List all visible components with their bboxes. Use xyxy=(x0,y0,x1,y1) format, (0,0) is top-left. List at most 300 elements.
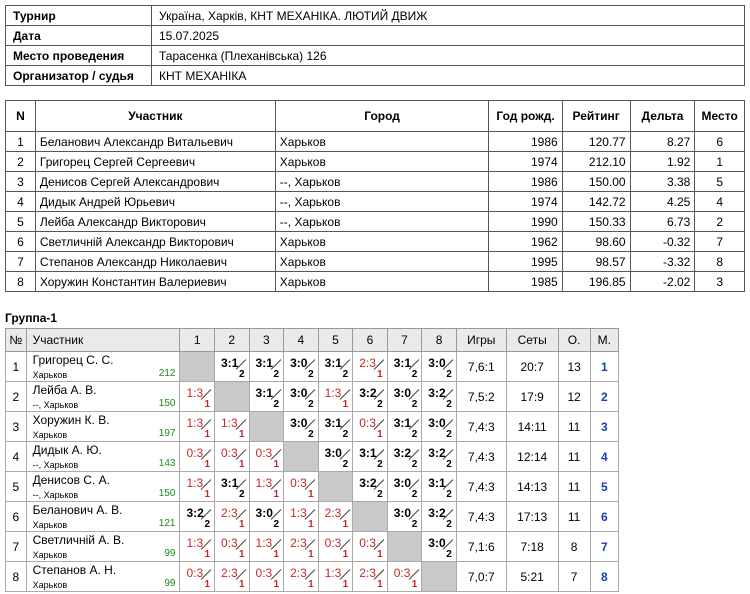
match-points: 2 xyxy=(238,369,245,380)
group-points: 11 xyxy=(558,442,590,472)
cross-diagonal xyxy=(215,382,250,412)
cross-header-col: 2 xyxy=(215,329,250,352)
match-result xyxy=(180,442,215,472)
match-score: 3:0 xyxy=(428,536,446,550)
match-score: 0:3 xyxy=(255,566,273,580)
participant-delta: 3.38 xyxy=(630,172,695,192)
match-score: 3:0 xyxy=(393,476,412,490)
match-score: 1:3 xyxy=(324,386,342,400)
match-result xyxy=(353,412,388,442)
match-points: 1 xyxy=(308,549,314,560)
participant-city: Харьков xyxy=(275,252,489,272)
participant-name: Беланович Александр Витальевич xyxy=(35,132,275,152)
match-result xyxy=(387,352,422,382)
group-row xyxy=(6,382,619,412)
match-result xyxy=(180,502,215,532)
match-points: 1 xyxy=(377,579,383,590)
group-player-city: --, Харьков xyxy=(32,490,79,500)
group-games: 7,4:3 xyxy=(456,472,506,502)
match-result xyxy=(353,472,388,502)
match-score: 3:2 xyxy=(359,476,377,490)
match-score: 0:3 xyxy=(359,416,376,430)
group-sets: 14:11 xyxy=(506,412,558,442)
tournament-info-table xyxy=(5,5,745,86)
group-games: 7,4:3 xyxy=(456,412,506,442)
match-result xyxy=(318,502,353,532)
participants-header: Участник xyxy=(35,101,275,132)
participant-delta: 8.27 xyxy=(630,132,695,152)
participant-delta: -0.32 xyxy=(630,232,695,252)
info-row xyxy=(6,26,745,46)
group-player-name: Денисов С. А. xyxy=(32,473,110,487)
participant-delta: -3.32 xyxy=(630,252,695,272)
match-points: 2 xyxy=(411,519,418,530)
match-score: 3:1 xyxy=(393,416,412,430)
match-result xyxy=(318,382,353,412)
match-score: 3:2 xyxy=(393,446,412,460)
match-score: 0:3 xyxy=(290,476,307,490)
match-result xyxy=(284,562,319,592)
cross-header-col: 6 xyxy=(353,329,388,352)
match-score: 2:3 xyxy=(324,506,342,520)
match-score: 0:3 xyxy=(393,566,411,580)
match-result xyxy=(180,412,215,442)
group-place: 7 xyxy=(590,532,618,562)
match-result xyxy=(284,352,319,382)
match-score: 3:1 xyxy=(221,356,239,370)
group-place: 2 xyxy=(590,382,618,412)
match-score: 3:2 xyxy=(428,506,446,520)
match-score: 2:3 xyxy=(359,566,376,580)
match-result xyxy=(422,352,457,382)
group-player-rating: 150 xyxy=(158,398,176,409)
group-place: 1 xyxy=(590,352,618,382)
match-result xyxy=(284,472,319,502)
match-score: 3:1 xyxy=(324,416,342,430)
match-points: 1 xyxy=(342,549,349,560)
match-points: 2 xyxy=(308,399,314,410)
cross-header-n: № xyxy=(6,329,27,352)
match-result xyxy=(318,352,353,382)
match-points: 2 xyxy=(204,519,210,530)
info-key: Дата xyxy=(6,26,152,46)
match-points: 1 xyxy=(204,459,210,470)
group-place: 4 xyxy=(590,442,618,472)
cross-diagonal xyxy=(318,472,353,502)
participant-rating: 142.72 xyxy=(562,192,630,212)
cross-diagonal xyxy=(353,502,388,532)
group-player xyxy=(26,502,180,532)
match-score: 3:1 xyxy=(393,356,412,370)
match-result xyxy=(215,502,250,532)
participant-n: 2 xyxy=(6,152,36,172)
participant-row xyxy=(6,252,745,272)
participants-header: Рейтинг xyxy=(562,101,630,132)
match-result xyxy=(249,472,284,502)
match-score: 1:3 xyxy=(290,506,307,520)
group-player xyxy=(26,532,180,562)
group-player-rating: 197 xyxy=(158,428,176,439)
match-result xyxy=(353,562,388,592)
match-score: 1:3 xyxy=(186,536,204,550)
match-score: 1:3 xyxy=(255,476,273,490)
match-result xyxy=(318,442,353,472)
match-score: 3:0 xyxy=(290,386,308,400)
match-result xyxy=(284,382,319,412)
cross-header-col: 7 xyxy=(387,329,422,352)
match-score: 1:3 xyxy=(324,566,342,580)
cross-header-col: 5 xyxy=(318,329,353,352)
match-points: 2 xyxy=(308,369,314,380)
participants-header: Год рожд. xyxy=(489,101,562,132)
group-player-name: Степанов А. Н. xyxy=(32,563,117,577)
group-games: 7,1:6 xyxy=(456,532,506,562)
participant-row xyxy=(6,132,745,152)
match-points: 1 xyxy=(377,429,383,440)
participant-rating: 196.85 xyxy=(562,272,630,292)
match-result xyxy=(353,382,388,412)
group-place: 6 xyxy=(590,502,618,532)
group-sets: 5:21 xyxy=(506,562,558,592)
participant-rating: 98.57 xyxy=(562,252,630,272)
participant-place: 4 xyxy=(695,192,745,212)
match-points: 2 xyxy=(273,519,280,530)
match-points: 1 xyxy=(308,519,314,530)
match-result xyxy=(249,352,284,382)
match-result xyxy=(318,532,353,562)
match-points: 2 xyxy=(446,369,452,380)
participant-place: 6 xyxy=(695,132,745,152)
match-points: 2 xyxy=(377,489,383,500)
match-score: 0:3 xyxy=(186,566,204,580)
cross-header-place: М. xyxy=(590,329,618,352)
match-points: 2 xyxy=(446,489,452,500)
participant-year: 1962 xyxy=(489,232,562,252)
group-player-rating: 143 xyxy=(158,458,176,469)
match-points: 1 xyxy=(204,549,210,560)
info-row xyxy=(6,46,745,66)
match-result xyxy=(353,532,388,562)
match-points: 1 xyxy=(238,429,245,440)
participant-row xyxy=(6,172,745,192)
info-row xyxy=(6,6,745,26)
match-result xyxy=(249,442,284,472)
match-points: 1 xyxy=(342,399,349,410)
participant-city: Харьков xyxy=(275,272,489,292)
match-points: 2 xyxy=(446,399,452,410)
group-points: 13 xyxy=(558,352,590,382)
group-points: 8 xyxy=(558,532,590,562)
group-sets: 17:13 xyxy=(506,502,558,532)
match-points: 1 xyxy=(308,489,314,500)
match-points: 1 xyxy=(273,459,280,470)
participant-year: 1985 xyxy=(489,272,562,292)
match-points: 1 xyxy=(273,579,280,590)
group-points: 11 xyxy=(558,412,590,442)
participant-place: 5 xyxy=(695,172,745,192)
match-points: 2 xyxy=(377,399,383,410)
group-player-rating: 99 xyxy=(164,548,176,559)
group-row-number: 8 xyxy=(6,562,27,592)
match-result xyxy=(215,352,250,382)
match-result xyxy=(422,382,457,412)
group-sets: 7:18 xyxy=(506,532,558,562)
info-key: Турнир xyxy=(6,6,152,26)
match-score: 3:2 xyxy=(428,446,446,460)
group-row xyxy=(6,532,619,562)
cross-diagonal xyxy=(284,442,319,472)
match-points: 2 xyxy=(446,549,452,560)
match-points: 2 xyxy=(411,429,418,440)
group-games: 7,6:1 xyxy=(456,352,506,382)
match-points: 1 xyxy=(273,549,280,560)
participant-name: Светличній Александр Викторович xyxy=(35,232,275,252)
match-points: 2 xyxy=(446,519,452,530)
match-points: 2 xyxy=(308,429,314,440)
match-score: 0:3 xyxy=(359,536,376,550)
group-points: 11 xyxy=(558,502,590,532)
group-points: 12 xyxy=(558,382,590,412)
group-games: 7,5:2 xyxy=(456,382,506,412)
match-points: 1 xyxy=(342,519,349,530)
participants-header: N xyxy=(6,101,36,132)
participant-n: 3 xyxy=(6,172,36,192)
match-result xyxy=(180,532,215,562)
group-row-number: 7 xyxy=(6,532,27,562)
match-score: 2:3 xyxy=(290,536,307,550)
participant-delta: 6.73 xyxy=(630,212,695,232)
participant-n: 1 xyxy=(6,132,36,152)
match-score: 3:0 xyxy=(290,356,308,370)
match-points: 1 xyxy=(238,549,245,560)
group-games: 7,0:7 xyxy=(456,562,506,592)
group-player-name: Лейба А. В. xyxy=(32,383,97,397)
group-player-city: Харьков xyxy=(32,430,68,440)
match-points: 2 xyxy=(411,399,418,410)
group-player-name: Дидык А. Ю. xyxy=(32,443,102,457)
group-sets: 12:14 xyxy=(506,442,558,472)
match-points: 1 xyxy=(238,519,245,530)
match-points: 1 xyxy=(377,369,383,380)
participant-year: 1995 xyxy=(489,252,562,272)
participant-name: Хоружин Константин Валериевич xyxy=(35,272,275,292)
participant-city: --, Харьков xyxy=(275,172,489,192)
match-result xyxy=(387,472,422,502)
group-player xyxy=(26,382,180,412)
match-score: 2:3 xyxy=(221,566,238,580)
match-score: 3:2 xyxy=(428,386,446,400)
participant-city: Харьков xyxy=(275,152,489,172)
cross-header-participant: Участник xyxy=(26,329,180,352)
group-games: 7,4:3 xyxy=(456,442,506,472)
participant-n: 5 xyxy=(6,212,36,232)
participant-city: Харьков xyxy=(275,132,489,152)
match-points: 1 xyxy=(204,489,210,500)
match-points: 2 xyxy=(411,369,418,380)
match-points: 1 xyxy=(308,579,314,590)
cross-diagonal xyxy=(180,352,215,382)
match-score: 0:3 xyxy=(186,446,204,460)
participant-rating: 150.00 xyxy=(562,172,630,192)
cross-header-col: 1 xyxy=(180,329,215,352)
match-points: 2 xyxy=(446,429,452,440)
group-row-number: 5 xyxy=(6,472,27,502)
group-player-rating: 121 xyxy=(158,518,176,529)
match-score: 3:0 xyxy=(428,416,446,430)
cross-diagonal xyxy=(387,532,422,562)
group-row xyxy=(6,352,619,382)
cross-header-col: 3 xyxy=(249,329,284,352)
participant-year: 1986 xyxy=(489,172,562,192)
match-score: 3:0 xyxy=(290,416,308,430)
group-player-name: Григорец С. С. xyxy=(32,353,114,367)
group-player-name: Хоружин К. В. xyxy=(32,413,110,427)
participant-name: Денисов Сергей Александрович xyxy=(35,172,275,192)
match-result xyxy=(422,532,457,562)
participant-n: 8 xyxy=(6,272,36,292)
participant-year: 1974 xyxy=(489,152,562,172)
match-score: 1:3 xyxy=(255,536,273,550)
group-player-rating: 99 xyxy=(164,578,176,589)
info-key: Место проведения xyxy=(6,46,152,66)
cross-header-points: О. xyxy=(558,329,590,352)
participant-delta: 4.25 xyxy=(630,192,695,212)
match-score: 1:3 xyxy=(221,416,238,430)
group-sets: 17:9 xyxy=(506,382,558,412)
group-points: 7 xyxy=(558,562,590,592)
participant-place: 7 xyxy=(695,232,745,252)
info-value: Тарасенка (Плеханівська) 126 xyxy=(152,46,745,66)
match-score: 3:1 xyxy=(428,476,446,490)
match-result xyxy=(353,442,388,472)
match-score: 3:0 xyxy=(324,446,342,460)
match-score: 2:3 xyxy=(221,506,238,520)
match-result xyxy=(422,502,457,532)
match-result xyxy=(180,382,215,412)
group-points: 11 xyxy=(558,472,590,502)
match-score: 2:3 xyxy=(290,566,307,580)
match-result xyxy=(249,502,284,532)
participant-row xyxy=(6,152,745,172)
match-score: 3:1 xyxy=(255,386,273,400)
match-points: 2 xyxy=(377,459,383,470)
match-result xyxy=(318,562,353,592)
info-row xyxy=(6,66,745,86)
participant-name: Дидык Андрей Юрьевич xyxy=(35,192,275,212)
match-result xyxy=(284,532,319,562)
match-points: 2 xyxy=(342,429,349,440)
group-player-rating: 212 xyxy=(158,368,176,379)
match-result xyxy=(215,442,250,472)
participants-header: Место xyxy=(695,101,745,132)
match-result xyxy=(249,382,284,412)
group-player xyxy=(26,442,180,472)
group-row xyxy=(6,502,619,532)
participant-row xyxy=(6,212,745,232)
participant-name: Лейба Александр Викторович xyxy=(35,212,275,232)
match-result xyxy=(180,472,215,502)
match-score: 3:1 xyxy=(359,446,377,460)
match-points: 2 xyxy=(342,369,349,380)
participants-header: Дельта xyxy=(630,101,695,132)
match-score: 0:3 xyxy=(221,536,238,550)
participant-city: --, Харьков xyxy=(275,192,489,212)
match-result xyxy=(387,562,422,592)
participant-name: Степанов Александр Николаевич xyxy=(35,252,275,272)
match-score: 0:3 xyxy=(255,446,273,460)
group-row xyxy=(6,562,619,592)
match-result xyxy=(318,412,353,442)
cross-header-col: 8 xyxy=(422,329,457,352)
participant-rating: 120.77 xyxy=(562,132,630,152)
participant-year: 1990 xyxy=(489,212,562,232)
group-player xyxy=(26,562,180,592)
cross-header-games: Игры xyxy=(456,329,506,352)
group-games: 7,4:3 xyxy=(456,502,506,532)
group-row-number: 1 xyxy=(6,352,27,382)
match-score: 3:0 xyxy=(393,506,412,520)
cross-diagonal xyxy=(249,412,284,442)
group-player-rating: 150 xyxy=(158,488,176,499)
match-score: 1:3 xyxy=(186,386,204,400)
participant-rating: 150.33 xyxy=(562,212,630,232)
participants-header: Город xyxy=(275,101,489,132)
match-result xyxy=(353,352,388,382)
match-result xyxy=(215,472,250,502)
group-cross-table xyxy=(5,328,619,592)
match-points: 2 xyxy=(411,459,418,470)
match-score: 1:3 xyxy=(186,476,204,490)
participant-year: 1986 xyxy=(489,132,562,152)
participant-delta: -2.02 xyxy=(630,272,695,292)
match-points: 1 xyxy=(238,579,245,590)
match-result xyxy=(387,382,422,412)
match-points: 2 xyxy=(238,489,245,500)
participant-name: Григорец Сергей Сергеевич xyxy=(35,152,275,172)
group-row xyxy=(6,472,619,502)
match-result xyxy=(180,562,215,592)
match-result xyxy=(387,502,422,532)
match-points: 2 xyxy=(273,399,280,410)
match-points: 2 xyxy=(446,459,452,470)
match-score: 1:3 xyxy=(186,416,204,430)
match-points: 1 xyxy=(377,549,383,560)
group-player xyxy=(26,412,180,442)
participant-city: Харьков xyxy=(275,232,489,252)
participant-row xyxy=(6,272,745,292)
match-result xyxy=(387,412,422,442)
participant-city: --, Харьков xyxy=(275,212,489,232)
participant-place: 1 xyxy=(695,152,745,172)
match-result xyxy=(422,442,457,472)
group-place: 5 xyxy=(590,472,618,502)
match-points: 1 xyxy=(204,399,210,410)
match-score: 2:3 xyxy=(359,356,376,370)
participant-place: 8 xyxy=(695,252,745,272)
group-player-city: Харьков xyxy=(32,520,68,530)
participant-n: 7 xyxy=(6,252,36,272)
info-value: 15.07.2025 xyxy=(152,26,745,46)
group-row-number: 4 xyxy=(6,442,27,472)
group-player xyxy=(26,352,180,382)
match-result xyxy=(387,442,422,472)
participant-row xyxy=(6,232,745,252)
info-value: Україна, Харків, КНТ МЕХАНІКА. ЛЮТИЙ ДВИЖ xyxy=(152,6,745,26)
match-score: 3:1 xyxy=(324,356,342,370)
match-result xyxy=(422,412,457,442)
group-player-city: Харьков xyxy=(32,580,68,590)
match-result xyxy=(284,502,319,532)
